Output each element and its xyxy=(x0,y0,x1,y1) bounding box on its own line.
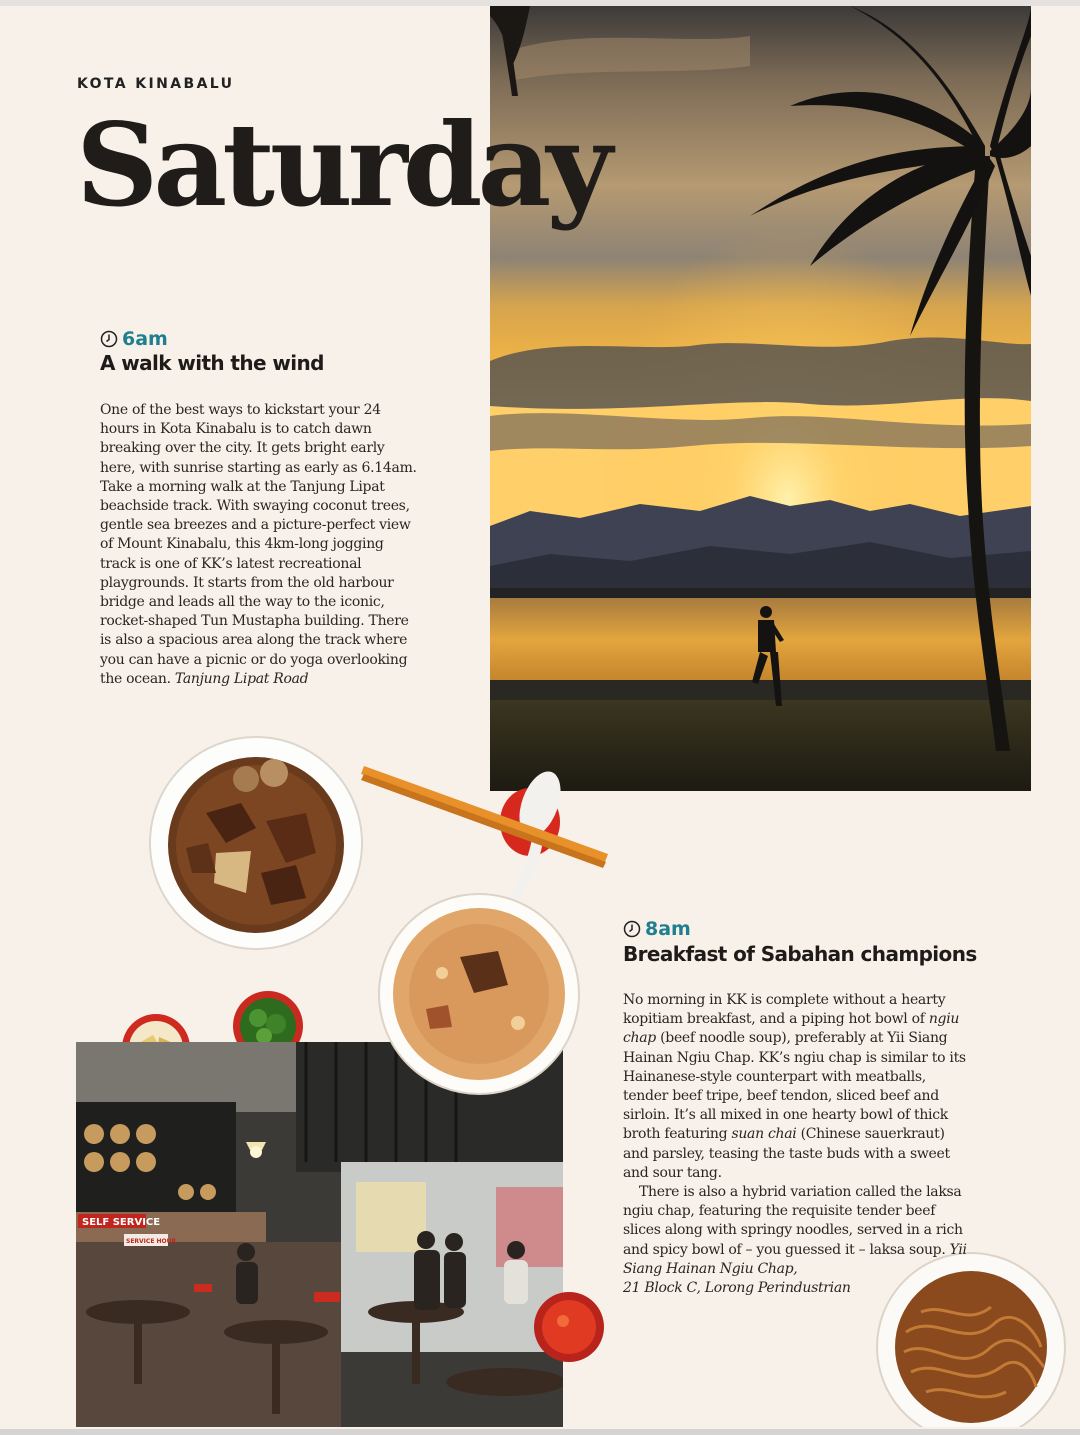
section-kicker: KOTA KINABALU xyxy=(77,76,235,92)
section2-body xyxy=(623,991,968,1298)
section1-body xyxy=(100,401,422,689)
chilli-sambal-dish-image xyxy=(533,1291,605,1363)
term-ngiu-chap: ngiu chap xyxy=(623,1011,960,1047)
service-hour-sign-text: SERVICE HOUR xyxy=(126,1238,177,1245)
section2-time-row xyxy=(623,918,691,940)
self-service-sign-text: SELF SERVICE xyxy=(82,1217,161,1228)
kopitiam-interior-photo xyxy=(76,1042,563,1427)
section1-location: Tanjung Lipat Road xyxy=(174,670,309,687)
section2-paragraph-1: No morning in KK is complete without a hearty kopitiam breakfast, and a piping hot bowl of ngiu chap (beef noodle soup), preferably at Yii Siang Hainan Ngiu Chap. KK’s ngiu chap is similar to its Hainanese-style counterpart with meatballs, tender beef tripe, beef tendon, sliced beef and sirloin. It’s all mixed in one hearty bowl of thick broth featuring suan chai (Chinese sauerkraut) and parsley, teasing the taste buds with a sweet and sour tang. xyxy=(623,992,966,1181)
page-title: Saturday xyxy=(76,98,608,232)
chopsticks-and-spoon-image xyxy=(358,752,618,902)
section2-time: 8am xyxy=(645,918,691,940)
laksa-ngiu-chap-bowl-image xyxy=(378,893,580,1095)
section2-location: Yii Siang Hainan Ngiu Chap, 21 Block C, Lorong Perindustrian xyxy=(623,1241,967,1297)
section1-time-row xyxy=(100,328,168,350)
section1-body-text: One of the best ways to kickstart your 24 hours in Kota Kinabalu is to catch dawn breaking over the city. It gets bright early here, with sunrise starting as early as 6.14am. Take a morning walk at the Tanjung Lipat beachside track. With swaying coconut trees, gentle sea breezes and a picture-perfect view of Mount Kinabalu, this 4km-long jogging track is one of KK’s latest recreational playgrounds. It starts from the old harbour bridge and leads all the way to the iconic, rocket-shaped Tun Mustapha building. There is also a spacious area along the track where you can have a picnic or do yoga overlooking the ocean. xyxy=(100,402,417,687)
section2-paragraph-2: There is also a hybrid variation called the laksa ngiu chap, featuring the requisite tender beef slices along with springy noodles, served in a rich and spicy bowl of – you guessed it – laksa soup. Yii Siang Hainan Ngiu Chap, 21 Block C, Lorong Perindustrian xyxy=(623,1184,967,1297)
clock-icon xyxy=(100,330,118,348)
section1-heading: A walk with the wind xyxy=(100,351,324,375)
section1-time: 6am xyxy=(122,328,168,350)
beef-noodle-soup-bowl-image xyxy=(146,733,366,953)
bottom-edge-bar xyxy=(0,1429,1080,1435)
clock-icon xyxy=(623,920,641,938)
section2-heading: Breakfast of Sabahan champions xyxy=(623,942,977,966)
term-suan-chai: suan chai xyxy=(731,1126,797,1143)
